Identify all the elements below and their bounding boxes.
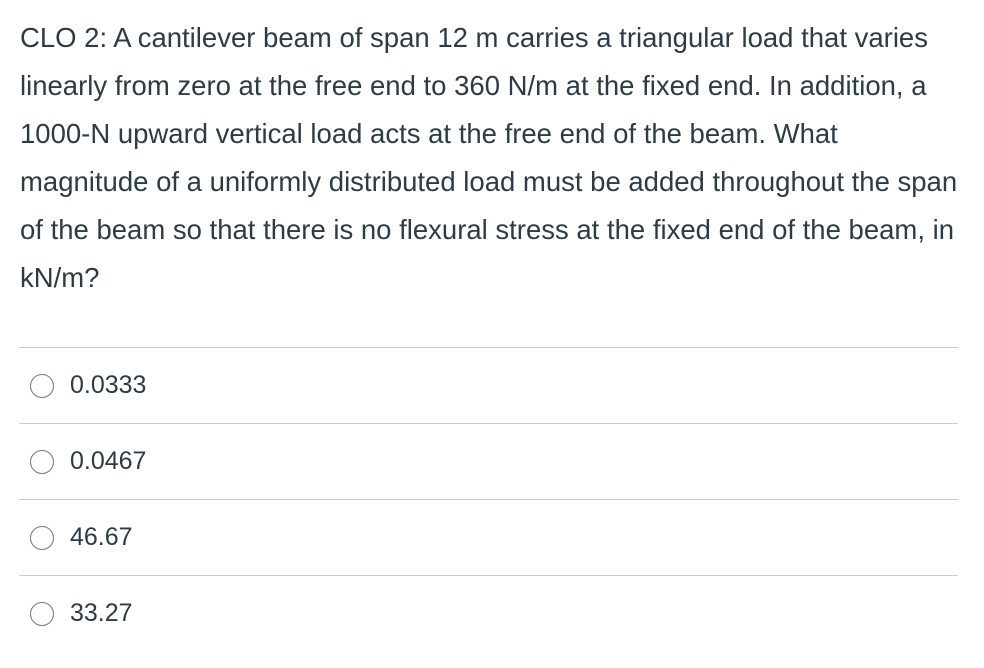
answer-option[interactable] [19,347,958,423]
answer-option[interactable] [19,499,958,575]
radio-button[interactable] [30,602,54,626]
answer-list [19,347,958,651]
radio-button[interactable] [30,450,54,474]
radio-button[interactable] [30,526,54,550]
answer-label: 33.27 [70,599,133,627]
answer-option[interactable] [19,423,958,499]
answer-option[interactable] [19,575,958,651]
answer-label: 46.67 [70,523,133,551]
radio-button[interactable] [30,374,54,398]
answer-label: 0.0467 [70,447,147,475]
question-text: CLO 2: A cantilever beam of span 12 m carries a triangular load that varies linearly from zero at the free end to 360 N/m at the fixed end. In addition, a 1000-N upward vertical load acts at the free end of the beam. What magnitude of a uniformly distributed load must be added throughout the span of the beam so that there is no flexural stress at the fixed end of the beam, in kN/m? [20,22,958,293]
answer-label: 0.0333 [70,371,147,399]
